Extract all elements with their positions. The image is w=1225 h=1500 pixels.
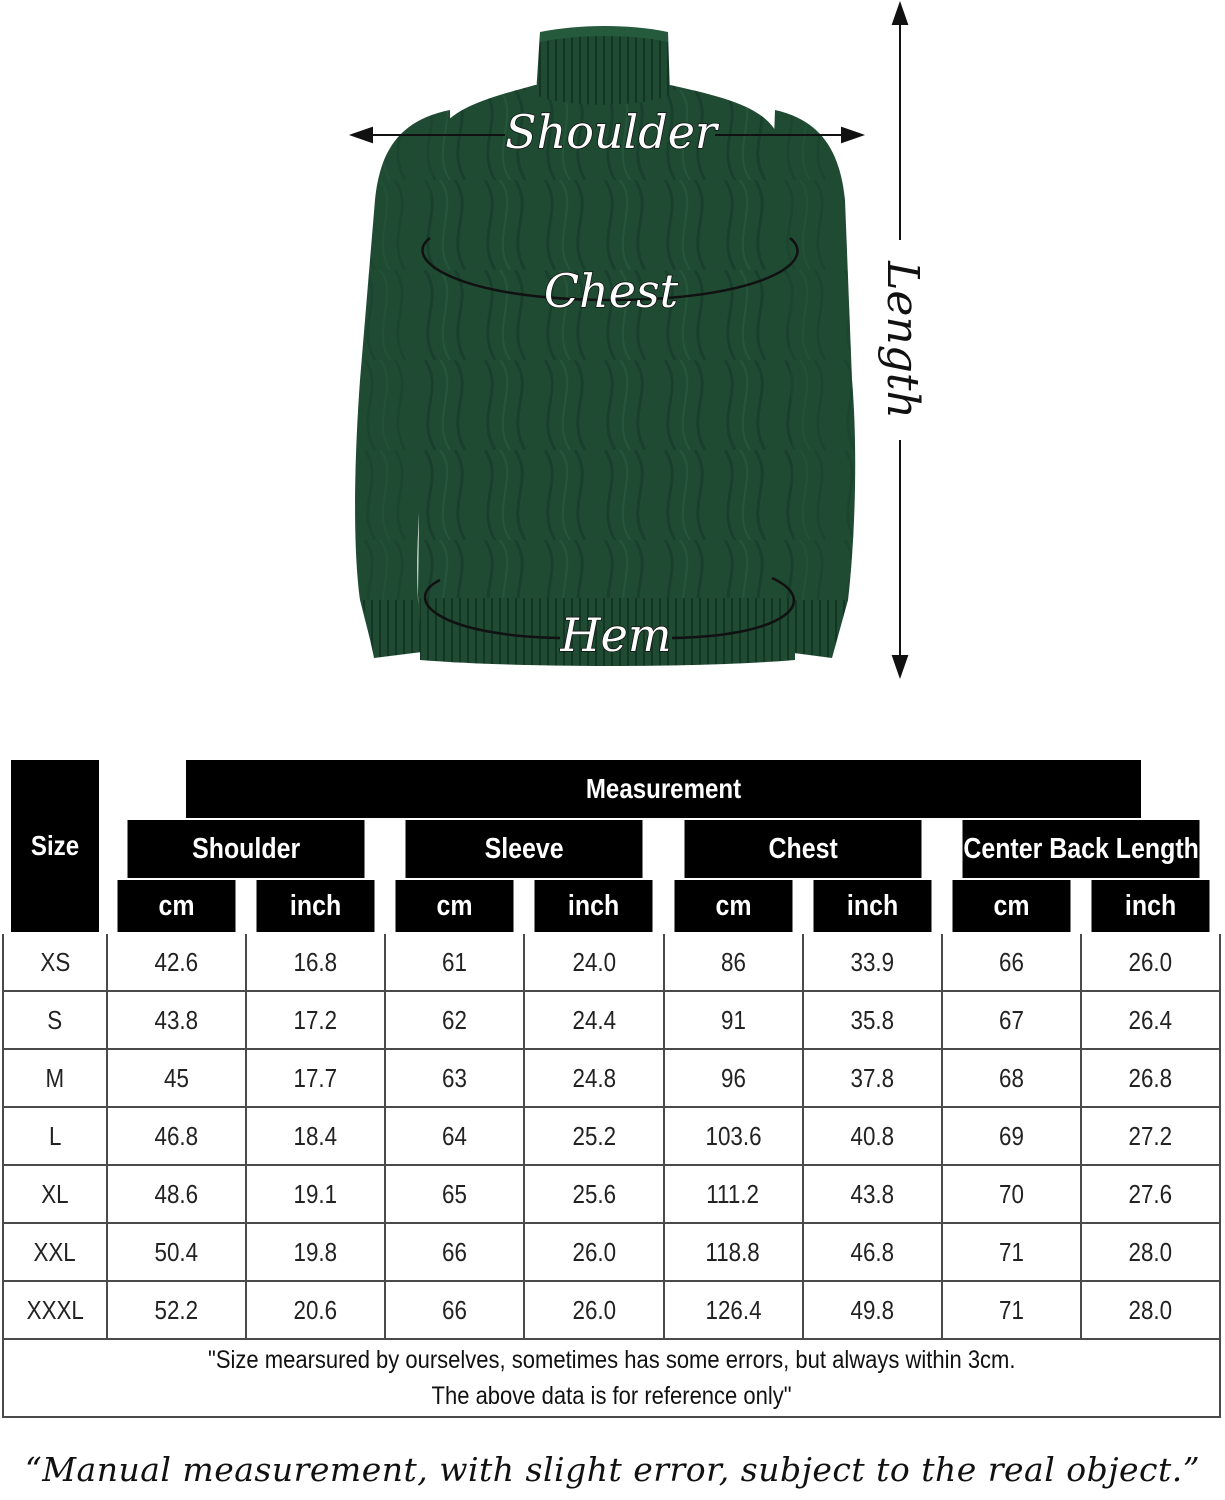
table-row: [3, 933, 1220, 991]
table-cell: 17.2: [246, 991, 385, 1049]
table-cell: 118.8: [664, 1223, 803, 1281]
table-cell: 62: [385, 991, 524, 1049]
table-cell: 71: [942, 1223, 1081, 1281]
table-cell: 66: [942, 933, 1081, 991]
shoulder-header: Shoulder: [126, 819, 365, 879]
table-note-cell: [3, 1339, 1220, 1417]
table-cell: 46.8: [107, 1107, 246, 1165]
table-cell: 70: [942, 1165, 1081, 1223]
size-header: Size: [10, 759, 99, 933]
size-cell: S: [3, 991, 107, 1049]
size-cell: M: [3, 1049, 107, 1107]
unit-header: cm: [117, 879, 237, 933]
measurement-header: Measurement: [185, 759, 1142, 819]
table-cell: 49.8: [803, 1281, 942, 1339]
table-row: [3, 1281, 1220, 1339]
table-cell: 35.8: [803, 991, 942, 1049]
hem-label: Hem: [560, 608, 672, 662]
unit-header: inch: [256, 879, 376, 933]
table-cell: 42.6: [107, 933, 246, 991]
table-cell: 91: [664, 991, 803, 1049]
table-cell: 111.2: [664, 1165, 803, 1223]
chest-header: Chest: [683, 819, 922, 879]
table-row: [3, 1223, 1220, 1281]
table-cell: 43.8: [107, 991, 246, 1049]
table-cell: 33.9: [803, 933, 942, 991]
table-row: [3, 1165, 1220, 1223]
table-cell: 43.8: [803, 1165, 942, 1223]
table-cell: 61: [385, 933, 524, 991]
center-back-length-header: Center Back Length: [961, 819, 1200, 879]
table-cell: 19.1: [246, 1165, 385, 1223]
table-cell: 66: [385, 1223, 524, 1281]
size-cell: XL: [3, 1165, 107, 1223]
table-cell: 17.7: [246, 1049, 385, 1107]
table-cell: 24.4: [524, 991, 663, 1049]
table-cell: 50.4: [107, 1223, 246, 1281]
unit-header: inch: [1091, 879, 1211, 933]
table-row: [3, 1049, 1220, 1107]
table-cell: 46.8: [803, 1223, 942, 1281]
table-note-line-1: "Size mearsured by ourselves, sometimes has some errors, but always within 3cm.: [207, 1346, 1016, 1374]
table-note-line-2: The above data is for reference only": [431, 1382, 792, 1410]
table-cell: 27.2: [1081, 1107, 1220, 1165]
table-header: [3, 759, 1220, 933]
table-cell: 71: [942, 1281, 1081, 1339]
table-cell: 86: [664, 933, 803, 991]
table-cell: 66: [385, 1281, 524, 1339]
table-cell: 96: [664, 1049, 803, 1107]
table-cell: 25.2: [524, 1107, 663, 1165]
table-cell: 26.4: [1081, 991, 1220, 1049]
table-cell: 28.0: [1081, 1223, 1220, 1281]
table-cell: 26.8: [1081, 1049, 1220, 1107]
table-cell: 64: [385, 1107, 524, 1165]
size-cell: XXXL: [3, 1281, 107, 1339]
sweater-measurement-diagram: [0, 0, 1225, 700]
unit-header: cm: [395, 879, 515, 933]
table-cell: 48.6: [107, 1165, 246, 1223]
size-cell: XS: [3, 933, 107, 991]
size-cell: L: [3, 1107, 107, 1165]
table-cell: 126.4: [664, 1281, 803, 1339]
sleeve-header: Sleeve: [405, 819, 644, 879]
table-cell: 26.0: [524, 1223, 663, 1281]
table-cell: 25.6: [524, 1165, 663, 1223]
table-cell: 45: [107, 1049, 246, 1107]
table-row: [3, 1107, 1220, 1165]
chest-label: Chest: [543, 264, 679, 318]
footnote: “Manual measurement, with slight error, subject to the real object.”: [24, 1450, 1201, 1489]
size-chart-table: [2, 758, 1221, 1418]
table-row: [3, 991, 1220, 1049]
unit-header: inch: [534, 879, 654, 933]
unit-header: inch: [812, 879, 932, 933]
table-cell: 40.8: [803, 1107, 942, 1165]
unit-header: cm: [951, 879, 1071, 933]
table-cell: 20.6: [246, 1281, 385, 1339]
table-cell: 67: [942, 991, 1081, 1049]
table-note: [3, 1339, 1220, 1417]
table-cell: 65: [385, 1165, 524, 1223]
table-cell: 27.6: [1081, 1165, 1220, 1223]
table-cell: 68: [942, 1049, 1081, 1107]
table-cell: 24.8: [524, 1049, 663, 1107]
table-cell: 16.8: [246, 933, 385, 991]
table-cell: 24.0: [524, 933, 663, 991]
table-cell: 63: [385, 1049, 524, 1107]
table-cell: 37.8: [803, 1049, 942, 1107]
table-cell: 69: [942, 1107, 1081, 1165]
table-cell: 28.0: [1081, 1281, 1220, 1339]
length-label: Length: [877, 261, 928, 419]
shoulder-label: Shoulder: [505, 105, 717, 159]
table-cell: 26.0: [524, 1281, 663, 1339]
table-body: [3, 933, 1220, 1339]
table-cell: 52.2: [107, 1281, 246, 1339]
table-cell: 19.8: [246, 1223, 385, 1281]
table-cell: 103.6: [664, 1107, 803, 1165]
unit-header: cm: [673, 879, 793, 933]
table-cell: 18.4: [246, 1107, 385, 1165]
table-cell: 26.0: [1081, 933, 1220, 991]
size-cell: XXL: [3, 1223, 107, 1281]
